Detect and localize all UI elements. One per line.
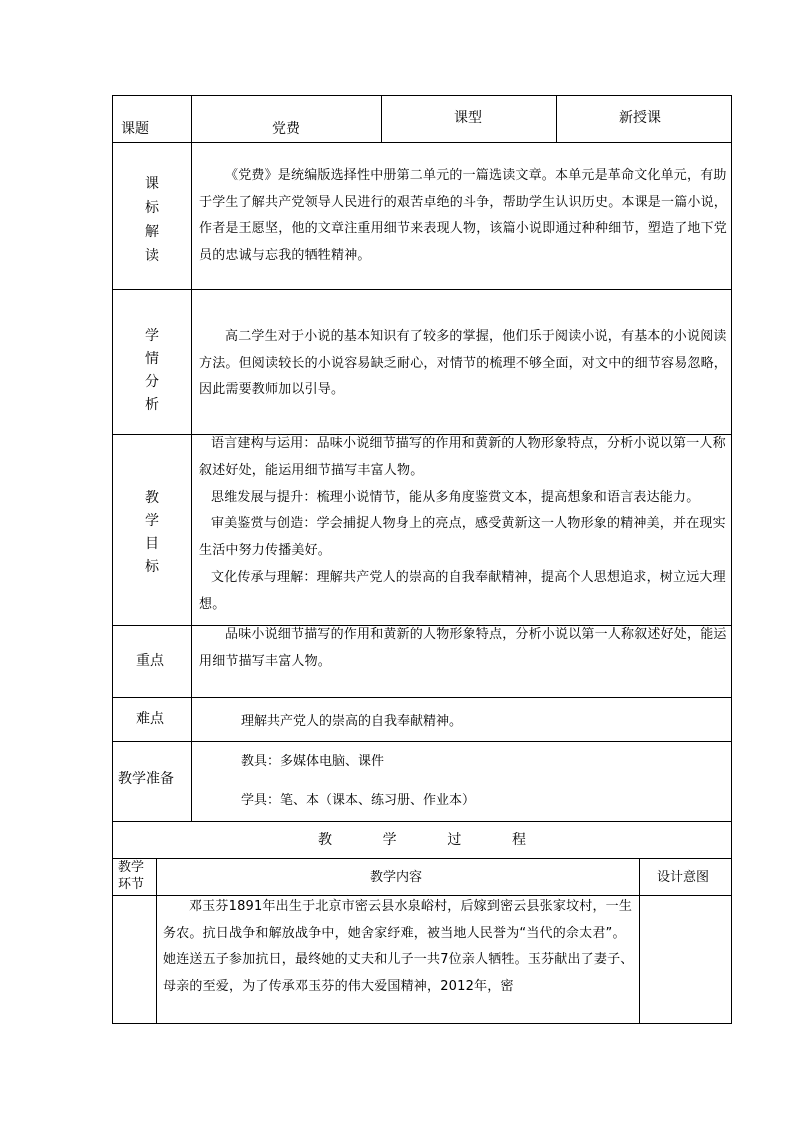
learner-label-char: 析 — [145, 397, 159, 413]
process-title-char: 学 — [382, 832, 397, 848]
col-intent-header: 设计意图 — [657, 870, 710, 885]
rule-stage-col — [156, 858, 157, 1024]
process-content-text: 邓玉芬1891年出生于北京市密云县水泉峪村，后嫁到密云县张家坟村，一生务农。抗日战争和解放战争中，她舍家纾难，被当地人民誉为“当代的佘太君”。她连送五子参加抗日，最终她的丈夫和儿子一共7位亲人牺牲。玉芬献出了妻子、母亲的至爱，为了传承邓玉芬的伟大爱国精神，2012年，密 — [163, 899, 634, 994]
learner-label-char: 情 — [145, 351, 159, 367]
process-title-char: 程 — [511, 832, 526, 848]
goals-label-char: 教 — [145, 490, 159, 506]
learner-label-char: 分 — [145, 374, 159, 390]
goals-list — [199, 431, 727, 619]
goals-label-char: 标 — [145, 559, 159, 575]
rule-header-mid — [381, 95, 382, 143]
col-content-header: 教学内容 — [370, 870, 423, 885]
learner-label-char: 学 — [145, 328, 159, 344]
standard-label-char: 标 — [145, 200, 159, 216]
difficulty-text: 理解共产党人的崇高的自我奉献精神。 — [241, 714, 463, 729]
rule-label-col — [191, 95, 192, 822]
rule-header-right — [556, 95, 557, 143]
rule-difficulty-bottom — [112, 741, 732, 742]
rule-preparation-bottom — [112, 821, 732, 822]
process-title-char: 过 — [447, 832, 462, 848]
preparation-student: 学具：笔、本（课本、练习册、作业本） — [241, 793, 476, 808]
goals-label — [142, 487, 162, 579]
topic-value: 党费 — [272, 121, 300, 137]
rule-top — [112, 95, 732, 96]
learner-text: 高二学生对于小说的基本知识有了较多的掌握，他们乐于阅读小说，有基本的小说阅读方法。但阅读较长的小说容易缺乏耐心，对情节的梳理不够全面，对文中的细节容易忽略，因此需要教师加以引导。 — [199, 329, 728, 397]
standard-label-char: 读 — [145, 248, 159, 264]
learner-label — [142, 325, 162, 417]
standard-label-char: 解 — [145, 224, 159, 240]
goal-item: 思维发展与提升：梳理小说情节，能从多角度鉴赏文本，提高想象和语言表达能力。 — [211, 489, 700, 505]
goals-label-char: 学 — [145, 513, 159, 529]
process-title — [318, 829, 526, 849]
process-title-char: 教 — [318, 832, 332, 848]
rule-left — [112, 95, 113, 1024]
standard-label — [142, 172, 162, 268]
type-value: 新授课 — [619, 110, 661, 126]
difficulty-label: 难点 — [136, 711, 164, 727]
rule-header-bottom — [112, 142, 732, 143]
standard-text: 《党费》是统编版选择性中册第二单元的一篇选读文章。本单元是革命文化单元，有助于学生了解共产党领导人民进行的艰苦卓绝的斗争，帮助学生认识历史。本课是一篇小说，作者是王愿坚，他的文章注重用细节来表现人物，该篇小说即通过种种细节，塑造了地下党员的忠诚与忘我的牺牲精神。 — [199, 168, 728, 263]
keypoint-text: 品味小说细节描写的作用和黄新的人物形象特点，分析小说以第一人称叙述好处，能运用细节描写丰富人物。 — [199, 627, 727, 669]
preparation-label: 教学准备 — [118, 771, 174, 787]
topic-label: 课题 — [121, 121, 149, 137]
rule-intent-col — [639, 858, 640, 1024]
keypoint-label: 重点 — [136, 653, 164, 669]
standard-label-char: 课 — [145, 176, 159, 192]
goals-label-char: 目 — [145, 536, 159, 552]
goal-item: 文化传承与理解：理解共产党人的崇高的自我奉献精神，提高个人思想追求，树立远大理想。 — [199, 569, 726, 612]
preparation-teacher: 教具：多媒体电脑、课件 — [241, 754, 385, 769]
goal-item: 语言建构与运用：品味小说细节描写的作用和黄新的人物形象特点，分析小说以第一人称叙述好处，能运用细节描写丰富人物。 — [199, 436, 726, 478]
type-label: 课型 — [454, 110, 482, 126]
rule-keypoint-bottom — [112, 697, 732, 698]
rule-standard-bottom — [112, 289, 732, 290]
rule-right — [731, 95, 732, 1024]
col-stage-header: 教学环节 — [118, 860, 145, 892]
goal-item: 审美鉴赏与创造：学会捕捉人物身上的亮点，感受黄新这一人物形象的精神美，并在现实生活中努力传播美好。 — [199, 516, 726, 559]
